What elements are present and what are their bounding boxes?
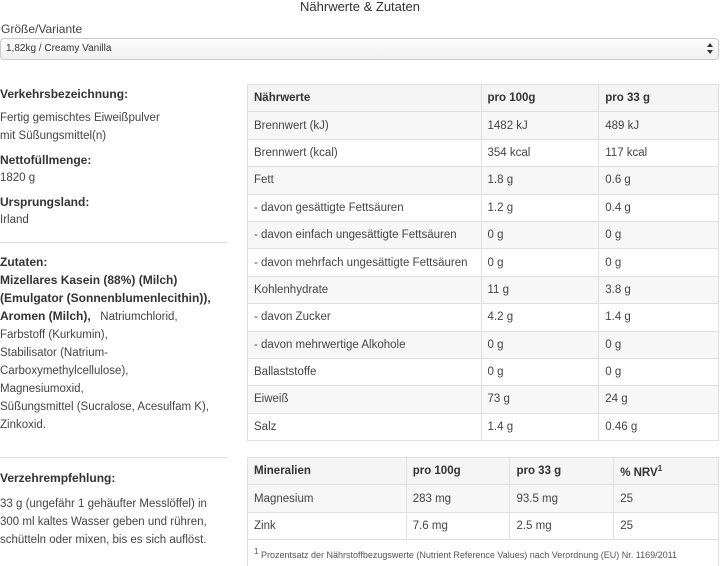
cell: 0.6 g xyxy=(599,167,719,194)
cell: 3.8 g xyxy=(599,276,719,303)
variant-label: Größe/Variante xyxy=(1,22,83,36)
header-cell: pro 100g xyxy=(406,458,510,485)
ingredients-bold1: Mizellares Kasein (88%) (Milch) xyxy=(0,273,178,287)
table-row xyxy=(248,485,719,512)
cell: 0 g xyxy=(481,331,599,358)
cell: Magnesium xyxy=(248,485,407,512)
designation-line1: Fertig gemischtes Eiweißpulver xyxy=(0,112,160,124)
cell: 0.4 g xyxy=(599,194,719,221)
cell: 354 kcal xyxy=(481,139,599,166)
table-row xyxy=(248,221,719,248)
cell: 489 kJ xyxy=(599,112,719,139)
nutrition-table xyxy=(247,84,719,441)
select-arrows-icon xyxy=(707,43,713,55)
cell: Zink xyxy=(248,512,407,539)
variant-select[interactable] xyxy=(0,38,719,60)
cell: 1.8 g xyxy=(481,167,599,194)
cell: 0 g xyxy=(599,249,719,276)
designation-label: Verkehrsbezeichnung: xyxy=(0,87,129,101)
ingredients-rest6: Süßungsmittel (Sucralose, Acesulfam K), xyxy=(0,401,209,413)
cell: - davon einfach ungesättigte Fettsäuren xyxy=(248,221,482,248)
divider xyxy=(0,457,228,458)
footnote-text: Prozentsatz der Nährstoffbezugswerte (Nutrient Reference Values) nach Verordnung (EU) Nr. 1169/2011 xyxy=(258,550,678,561)
header-cell: pro 33 g xyxy=(510,458,614,485)
cell: Eiweiß xyxy=(248,386,482,413)
usage-label: Verzehrempfehlung: xyxy=(0,471,116,485)
cell: - davon mehrwertige Alkohole xyxy=(248,331,482,358)
header-cell: pro 100g xyxy=(481,85,599,112)
ingredients-rest5: Magnesiumoxid, xyxy=(0,383,84,395)
net-value: 1820 g xyxy=(0,172,36,184)
usage-line3: schütteln oder mixen, bis es sich auflöst. xyxy=(0,534,207,546)
cell: 4.2 g xyxy=(481,304,599,331)
nutrition-header-row xyxy=(248,85,719,112)
ingredients-label: Zutaten: xyxy=(0,255,48,269)
cell: 117 kcal xyxy=(599,139,719,166)
usage-line1: 33 g (ungefähr 1 gehäufter Messlöffel) in xyxy=(0,498,207,510)
cell: Brennwert (kcal) xyxy=(248,139,482,166)
header-cell: Mineralien xyxy=(248,458,407,485)
cell: 0 g xyxy=(599,221,719,248)
cell: 25 xyxy=(614,485,719,512)
table-row xyxy=(248,331,719,358)
cell: 0.46 g xyxy=(599,413,719,440)
table-row xyxy=(248,358,719,385)
header-cell: Nährwerte xyxy=(248,85,482,112)
ingredients xyxy=(0,253,228,434)
table-row xyxy=(248,276,719,303)
cell: 2.5 mg xyxy=(510,512,614,539)
ingredients-rest2: Farbstoff (Kurkumin), xyxy=(0,329,108,341)
cell: 0 g xyxy=(481,358,599,385)
product-info xyxy=(0,85,228,229)
ingredients-bold2: (Emulgator (Sonnenblumenlecithin)), xyxy=(0,291,211,305)
cell: 11 g xyxy=(481,276,599,303)
net-label: Nettofüllmenge: xyxy=(0,153,92,167)
ingredients-rest7: Zinkoxid. xyxy=(0,419,47,431)
header-cell: pro 33 g xyxy=(599,85,719,112)
divider xyxy=(0,242,228,243)
cell: Brennwert (kJ) xyxy=(248,112,482,139)
cell: 7.6 mg xyxy=(406,512,510,539)
table-row xyxy=(248,139,719,166)
ingredients-rest4: Carboxymethylcellulose), xyxy=(0,365,129,377)
footnote-row xyxy=(248,540,719,566)
ingredients-bold3: Aromen (Milch), xyxy=(0,309,91,323)
cell: 1.2 g xyxy=(481,194,599,221)
table-row xyxy=(248,112,719,139)
designation-line2: mit Süßungsmittel(n) xyxy=(0,130,107,142)
ingredients-rest3: Stabilisator (Natrium- xyxy=(0,347,108,359)
cell: 0 g xyxy=(599,358,719,385)
header-cell-nrv xyxy=(614,458,719,485)
cell: 25 xyxy=(614,512,719,539)
cell: 283 mg xyxy=(406,485,510,512)
table-row xyxy=(248,167,719,194)
minerals-table xyxy=(247,457,719,566)
minerals-header-row xyxy=(248,458,719,485)
origin-value: Irland xyxy=(0,214,29,226)
cell: 1.4 g xyxy=(599,304,719,331)
cell: Ballaststoffe xyxy=(248,358,482,385)
page-title: Nährwerte & Zutaten xyxy=(300,0,420,14)
variant-selected-value: 1,82kg / Creamy Vanilla xyxy=(6,43,112,54)
usage-line2: 300 ml kaltes Wasser geben und rühren, xyxy=(0,516,207,528)
cell: - davon gesättigte Fettsäuren xyxy=(248,194,482,221)
cell: 24 g xyxy=(599,386,719,413)
ingredients-rest1: Natriumchlorid, xyxy=(100,311,178,323)
cell: 0 g xyxy=(481,249,599,276)
table-row xyxy=(248,512,719,539)
table-row xyxy=(248,249,719,276)
cell: 0 g xyxy=(481,221,599,248)
cell: 1482 kJ xyxy=(481,112,599,139)
cell: Kohlenhydrate xyxy=(248,276,482,303)
cell: 1.4 g xyxy=(481,413,599,440)
cell: 0 g xyxy=(599,331,719,358)
cell: - davon Zucker xyxy=(248,304,482,331)
usage xyxy=(0,469,228,549)
table-row xyxy=(248,194,719,221)
cell: Salz xyxy=(248,413,482,440)
footnote xyxy=(248,540,719,566)
footnote-mark: 1 xyxy=(254,547,259,557)
cell: Fett xyxy=(248,167,482,194)
cell: - davon mehrfach ungesättigte Fettsäuren xyxy=(248,249,482,276)
origin-label: Ursprungsland: xyxy=(0,195,90,209)
table-row xyxy=(248,386,719,413)
table-row xyxy=(248,413,719,440)
cell: 93.5 mg xyxy=(510,485,614,512)
table-row xyxy=(248,304,719,331)
cell: 73 g xyxy=(481,386,599,413)
nrv-label: % NRV xyxy=(620,466,658,479)
nrv-footnote-mark: 1 xyxy=(657,463,663,473)
